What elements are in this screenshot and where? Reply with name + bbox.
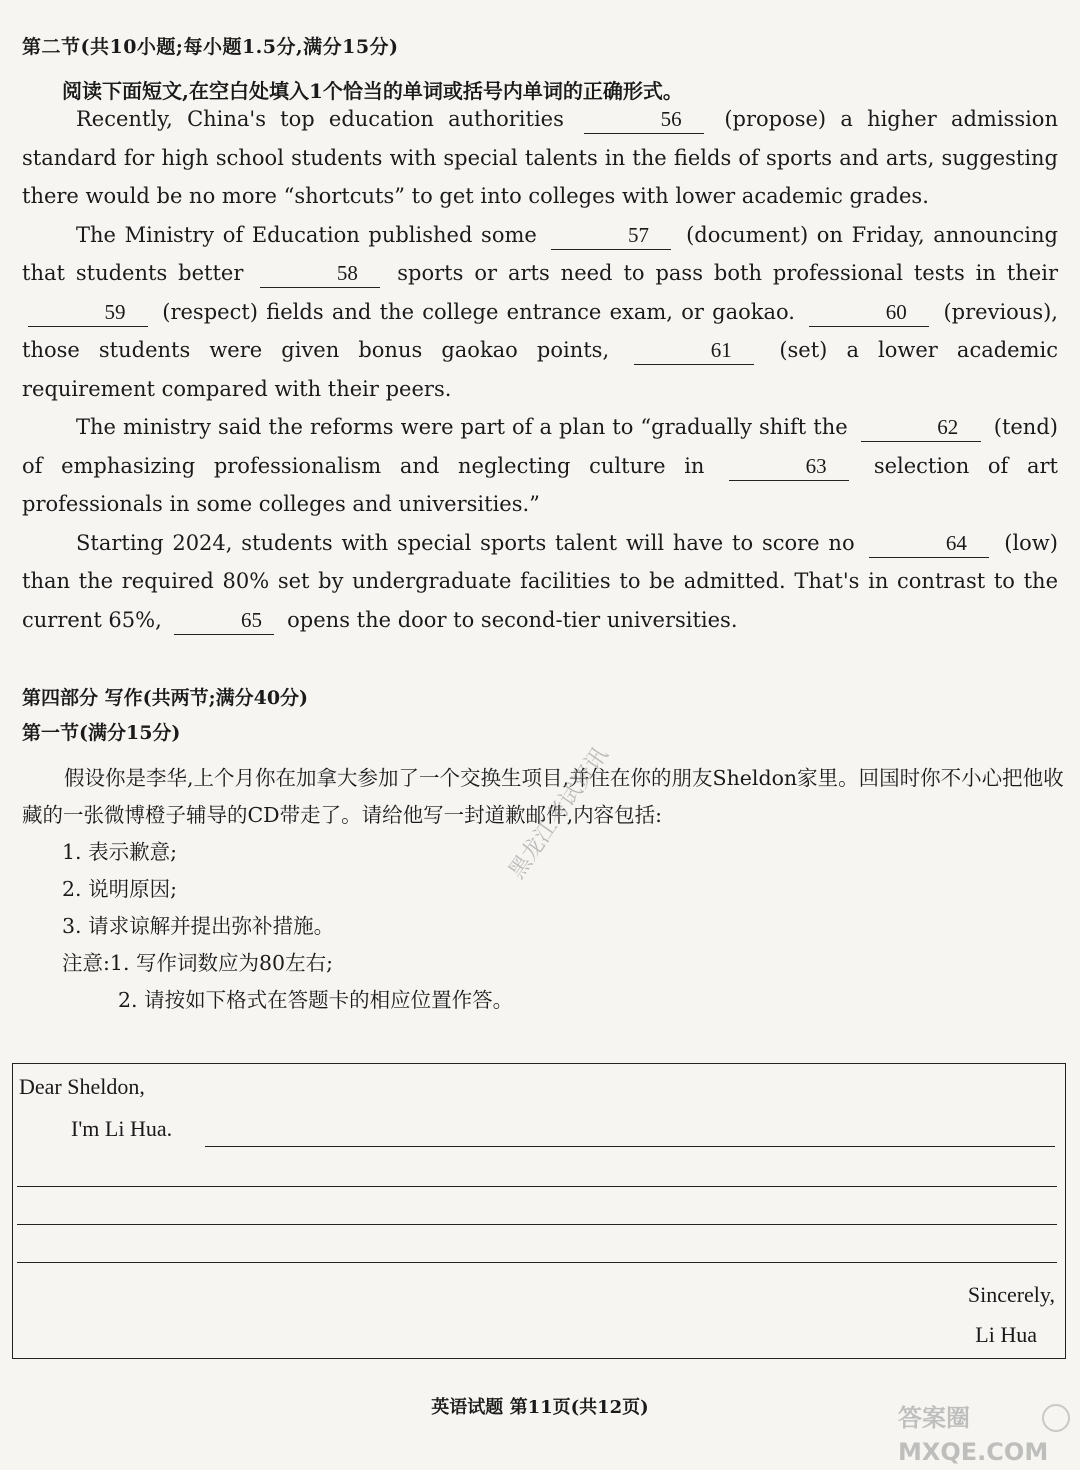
requirement-item: 1. 表示歉意; xyxy=(62,840,177,864)
text-segment: sports or arts need to pass both professional tests in their xyxy=(397,261,1058,285)
logo-text: 答案圈 xyxy=(898,1404,970,1432)
blank-59: 59 xyxy=(28,298,148,327)
section-heading: 第二节(共10小题;每小题1.5分,满分15分) xyxy=(22,36,399,58)
note-2: 2. 请按如下格式在答题卡的相应位置作答。 xyxy=(118,988,514,1012)
text-segment: (respect) fields and the college entrance exam, or gaokao. xyxy=(162,299,795,324)
paragraph-1 xyxy=(22,100,1058,216)
paragraph-2 xyxy=(22,216,1058,409)
requirement-item: 3. 请求谅解并提出弥补措施。 xyxy=(62,914,335,938)
text-segment: (tend) of emphasizing professionalism and neglecting culture in xyxy=(22,415,1058,478)
text-segment: (low) than the required 80% set by undergraduate facilities to be admitted. That's in contrast to the current 65%, xyxy=(22,530,1058,632)
blank-60: 60 xyxy=(809,298,929,327)
writing-line xyxy=(17,1262,1057,1263)
part4-heading: 第四部分 写作(共两节;满分40分) xyxy=(22,687,309,709)
section-instruction: 阅读下面短文,在空白处填入1个恰当的单词或括号内单词的正确形式。 xyxy=(62,79,683,103)
site-logo xyxy=(888,1400,1078,1468)
blank-56: 56 xyxy=(584,105,704,134)
logo-url: MXQE.COM xyxy=(898,1438,1049,1466)
text-segment: selection of art professionals in some colleges and universities.” xyxy=(22,453,1058,516)
text-segment: Recently, China's top education authorities xyxy=(76,107,564,131)
writing-line xyxy=(17,1224,1057,1225)
paragraph-3 xyxy=(22,408,1058,524)
letter-answer-box xyxy=(12,1063,1066,1359)
letter-closing: Sincerely, xyxy=(967,1282,1055,1307)
page-footer: 英语试题 第11页(共12页) xyxy=(431,1397,649,1418)
text-segment: Starting 2024, students with special sports talent will have to score no xyxy=(76,530,855,555)
note-1: 注意:1. 写作词数应为80左右; xyxy=(62,951,333,975)
paragraph-4 xyxy=(22,524,1058,640)
writing-prompt: 假设你是李华,上个月你在加拿大参加了一个交换生项目,并住在你的朋友Sheldon家里。回国时你不小心把他收藏的一张微博橙子辅导的CD带走了。请给他写一封道歉邮件,内容包括: xyxy=(22,766,1064,827)
text-segment: (propose) a higher admission standard for high school students with special talents in the fields of sports and arts, suggesting there would be no more “shortcuts” to get into colleges with lower academic grades. xyxy=(22,107,1058,208)
writing-line xyxy=(205,1146,1055,1147)
requirement-item: 2. 说明原因; xyxy=(62,877,177,901)
watermark xyxy=(500,640,720,900)
cloze-passage xyxy=(22,100,1058,639)
blank-62: 62 xyxy=(861,413,981,442)
blank-61: 61 xyxy=(634,336,754,365)
part4-subheading: 第一节(满分15分) xyxy=(22,722,181,744)
letter-signature: Li Hua xyxy=(975,1322,1037,1347)
blank-63: 63 xyxy=(729,452,849,481)
blank-65: 65 xyxy=(174,606,274,635)
text-segment: (document) on Friday, announcing that students better xyxy=(22,222,1058,285)
blank-64: 64 xyxy=(869,529,989,558)
watermark-text: 黑龙江考试资讯 xyxy=(504,742,614,884)
blank-57: 57 xyxy=(551,221,671,250)
text-segment: (set) a lower academic requirement compared with their peers. xyxy=(22,338,1058,401)
text-segment: The ministry said the reforms were part of a plan to “gradually shift the xyxy=(76,415,848,439)
letter-greeting: Dear Sheldon, xyxy=(19,1074,145,1099)
text-segment: opens the door to second-tier universities. xyxy=(287,607,738,632)
writing-line xyxy=(17,1186,1057,1187)
letter-opening: I'm Li Hua. xyxy=(71,1116,173,1141)
text-segment: (previous), those students were given bonus gaokao points, xyxy=(22,299,1058,362)
text-segment: The Ministry of Education published some xyxy=(76,222,537,247)
blank-58: 58 xyxy=(260,259,380,288)
